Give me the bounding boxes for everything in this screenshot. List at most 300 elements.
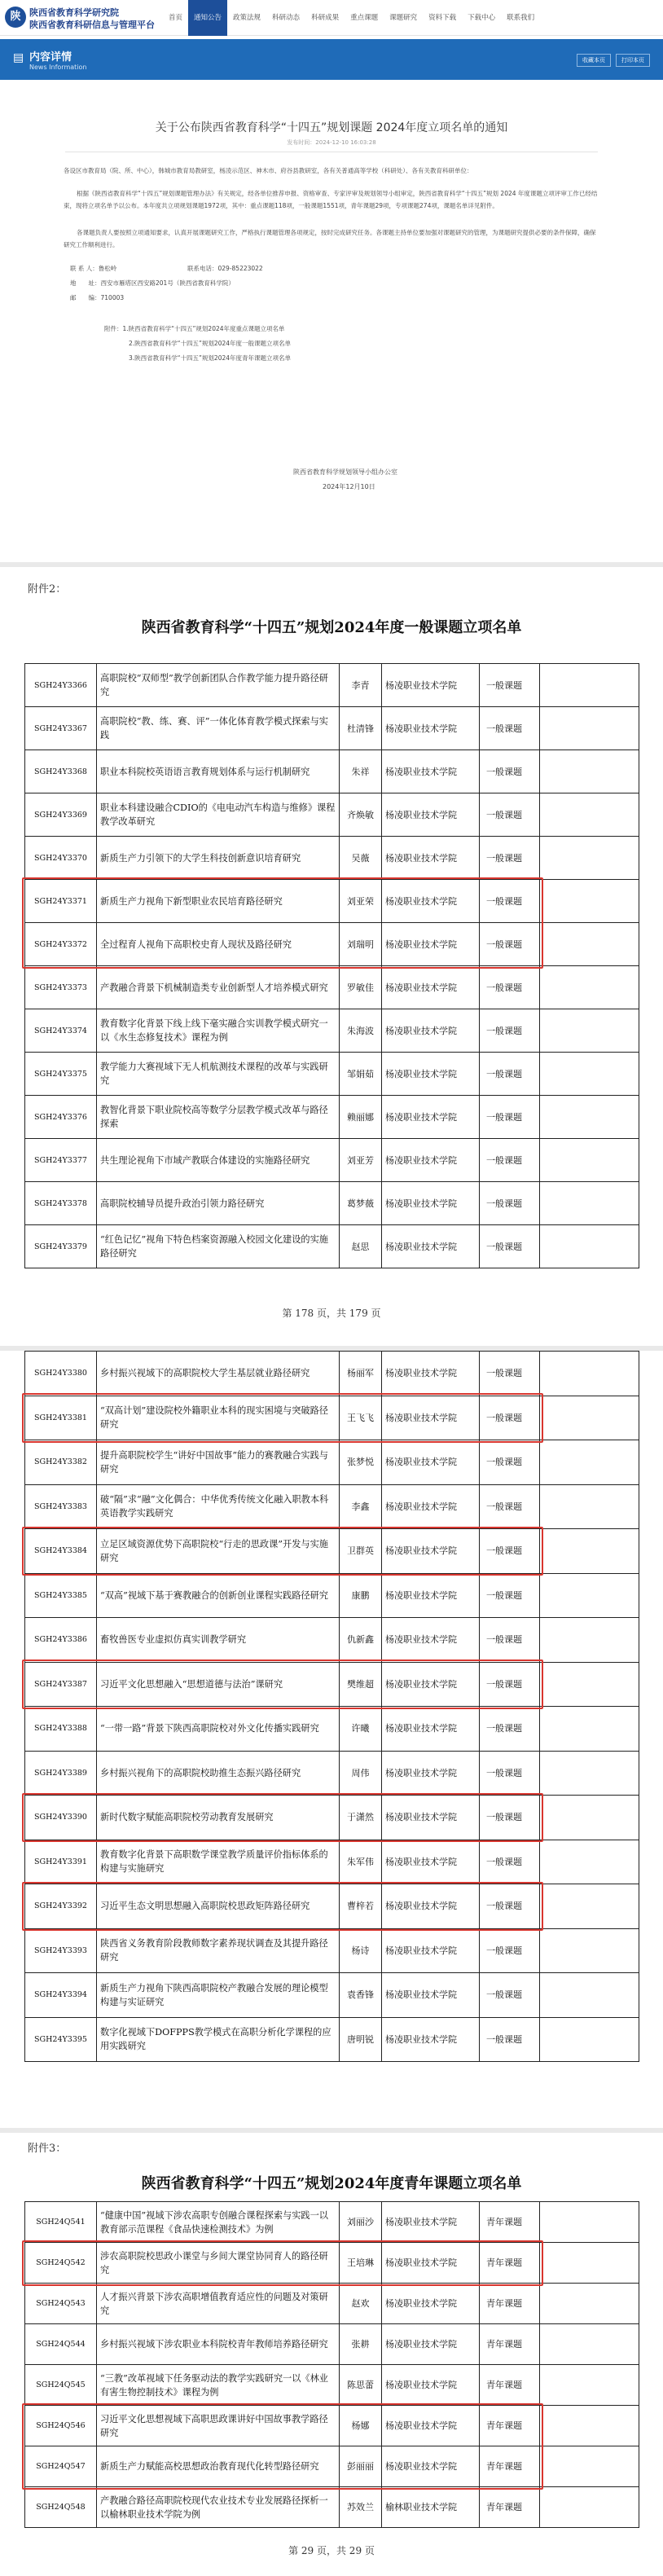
project-code: SGH24Y3372	[25, 923, 97, 966]
project-code: SGH24Y3380	[25, 1352, 97, 1396]
project-leader: 刘丽沙	[340, 2202, 382, 2243]
empty-cell	[540, 1840, 639, 1884]
project-leader: 朱军伟	[340, 1840, 382, 1884]
project-unit: 杨凌职业技术学院	[382, 2243, 480, 2284]
contact-zip: 邮 编：710003	[70, 294, 125, 301]
project-unit: 杨凌职业技术学院	[382, 2446, 480, 2487]
project-title: 新质生产力视角下陕西高职院校产教融合发展的理论模型构建与实证研究	[97, 1973, 340, 2018]
table-row	[25, 2365, 639, 2406]
project-code: SGH24Y3384	[25, 1529, 97, 1574]
project-leader: 朱祥	[340, 750, 382, 793]
project-code: SGH24Y3378	[25, 1182, 97, 1225]
table-row	[25, 2017, 639, 2062]
appendix-label: 附件3：	[28, 2143, 67, 2155]
contact-phone: 联系电话：029-85223022	[187, 265, 263, 272]
page-number: 第 29 页，共 29 页	[288, 2545, 375, 2556]
project-title: 高职院校辅导员提升政治引领力路径研究	[97, 1182, 340, 1225]
table-row	[25, 1751, 639, 1796]
project-code: SGH24Y3387	[25, 1662, 97, 1707]
project-code: SGH24Y3379	[25, 1225, 97, 1268]
table-row	[25, 750, 639, 793]
highlight-box	[22, 2403, 543, 2490]
table-row	[25, 1618, 639, 1663]
project-unit: 杨凌职业技术学院	[382, 707, 480, 750]
project-leader: 李青	[340, 664, 382, 707]
highlight-box	[22, 1659, 543, 1709]
project-category: 一般课题	[480, 923, 540, 966]
project-unit: 杨凌职业技术学院	[382, 1884, 480, 1929]
project-category: 青年课题	[480, 2406, 540, 2446]
project-unit: 杨凌职业技术学院	[382, 2324, 480, 2365]
project-code: SGH24Q546	[25, 2406, 97, 2446]
project-code: SGH24Y3370	[25, 837, 97, 880]
project-unit: 杨凌职业技术学院	[382, 1096, 480, 1139]
project-code: SGH24Q547	[25, 2446, 97, 2487]
project-leader: 王培琳	[340, 2243, 382, 2284]
empty-cell	[540, 2324, 639, 2365]
project-category: 一般课题	[480, 1529, 540, 1574]
project-code: SGH24Y3388	[25, 1707, 97, 1752]
project-unit: 杨凌职业技术学院	[382, 1225, 480, 1268]
nav-item[interactable]: 政策法规	[233, 14, 261, 22]
project-unit: 杨凌职业技术学院	[382, 1009, 480, 1053]
project-title: “红色记忆”视角下特色档案资源融入校园文化建设的实施路径研究	[97, 1225, 340, 1268]
project-leader: 曹梓若	[340, 1884, 382, 1929]
project-unit: 杨凌职业技术学院	[382, 1182, 480, 1225]
attachment-link-3[interactable]: 3.陕西省教育科学“十四五”规划2024年度青年课题立项名单	[129, 354, 292, 362]
article	[0, 80, 663, 562]
project-title: 立足区域资源优势下高职院校“行走的思政课”开发与实施研究	[97, 1529, 340, 1574]
project-title: 畜牧兽医专业虚拟仿真实训教学研究	[97, 1618, 340, 1663]
project-unit: 杨凌职业技术学院	[382, 750, 480, 793]
project-title: 习近平文化思想融入“思想道德与法治”课研究	[97, 1662, 340, 1707]
project-unit: 杨凌职业技术学院	[382, 1396, 480, 1440]
empty-cell	[540, 664, 639, 707]
project-code: SGH24Y3373	[25, 966, 97, 1009]
project-title: 习近平生态文明思想融入高职院校思政矩阵路径研究	[97, 1884, 340, 1929]
project-leader: 朱海波	[340, 1009, 382, 1053]
appendix-title: 陕西省教育科学“十四五”规划2024年度一般课题立项名单	[141, 619, 522, 636]
project-title: 产教融合路径高职院校现代农业技术专业发展路径探析一以榆林职业技术学院为例	[97, 2487, 340, 2528]
project-leader: 唐明锐	[340, 2017, 382, 2062]
project-title: 破“隔”求“融”文化偶合：中华优秀传统文化融入职教本科英语教学实践研究	[97, 1484, 340, 1529]
attachment-link-2[interactable]: 2.陕西省教育科学“十四五”规划2024年度一般课题立项名单	[129, 340, 292, 347]
project-title: 全过程育人视角下高职校史育人现状及路径研究	[97, 923, 340, 966]
project-unit: 杨凌职业技术学院	[382, 2284, 480, 2324]
project-category: 一般课题	[480, 966, 540, 1009]
project-leader: 赵思	[340, 1225, 382, 1268]
empty-cell	[540, 1529, 639, 1574]
project-unit: 杨凌职业技术学院	[382, 2202, 480, 2243]
article-paragraph: 各设区市教育局（院、所、中心），韩城市教育局教研室，杨凌示范区、神木市、府谷县教研室，各有关普通高等学校（科研处）、各有关教育科研单位：	[64, 167, 473, 174]
appendix-title: 陕西省教育科学“十四五”规划2024年度青年课题立项名单	[141, 2175, 522, 2192]
project-unit: 杨凌职业技术学院	[382, 923, 480, 966]
project-title: 新质生产力赋能高校思想政治教育现代化转型路径研究	[97, 2446, 340, 2487]
project-leader: 邹娟茹	[340, 1053, 382, 1096]
project-leader: 赖丽娜	[340, 1096, 382, 1139]
project-code: SGH24Q544	[25, 2324, 97, 2365]
project-category: 青年课题	[480, 2446, 540, 2487]
empty-cell	[540, 2202, 639, 2243]
project-code: SGH24Q542	[25, 2243, 97, 2284]
project-unit: 杨凌职业技术学院	[382, 1840, 480, 1884]
table-row	[25, 1707, 639, 1752]
appendix-2-page-continued	[11, 1351, 652, 2165]
empty-cell	[540, 2406, 639, 2446]
bookmark-button[interactable]: 收藏本页	[577, 54, 611, 67]
project-category: 一般课题	[480, 1352, 540, 1396]
project-leader: 刘亚荣	[340, 880, 382, 923]
nav-item[interactable]: 联系我们	[507, 14, 535, 22]
project-leader: 于潇然	[340, 1796, 382, 1840]
project-code: SGH24Y3395	[25, 2017, 97, 2062]
project-leader: 樊维超	[340, 1662, 382, 1707]
project-code: SGH24Y3389	[25, 1751, 97, 1796]
table-row	[25, 1440, 639, 1485]
empty-cell	[540, 837, 639, 880]
empty-cell	[540, 2487, 639, 2528]
project-leader: 张耕	[340, 2324, 382, 2365]
project-leader: 罗敏佳	[340, 966, 382, 1009]
table-row	[25, 1352, 639, 1396]
project-code: SGH24Y3391	[25, 1840, 97, 1884]
empty-cell	[540, 1139, 639, 1182]
project-category: 一般课题	[480, 1662, 540, 1707]
empty-cell	[540, 1396, 639, 1440]
project-code: SGH24Y3377	[25, 1139, 97, 1182]
project-code: SGH24Q543	[25, 2284, 97, 2324]
project-unit: 杨凌职业技术学院	[382, 793, 480, 837]
project-category: 青年课题	[480, 2284, 540, 2324]
project-unit: 杨凌职业技术学院	[382, 2406, 480, 2446]
project-code: SGH24Y3366	[25, 664, 97, 707]
document-icon: ▤	[13, 51, 24, 64]
project-code: SGH24Y3375	[25, 1053, 97, 1096]
project-unit: 杨凌职业技术学院	[382, 1529, 480, 1574]
project-code: SGH24Y3381	[25, 1396, 97, 1440]
project-category: 一般课题	[480, 1573, 540, 1618]
project-category: 一般课题	[480, 1928, 540, 1973]
project-title: 教育数字化背景下高职数学课堂教学质量评价指标体系的构建与实施研究	[97, 1840, 340, 1884]
table-row	[25, 1009, 639, 1053]
banner-subtitle: News Information	[29, 64, 87, 71]
project-category: 一般课题	[480, 1009, 540, 1053]
empty-cell	[540, 1884, 639, 1929]
project-leader: 张梦悦	[340, 1440, 382, 1485]
project-unit: 杨凌职业技术学院	[382, 1707, 480, 1752]
project-unit: 杨凌职业技术学院	[382, 1352, 480, 1396]
project-title: “双高计划”建设院校外籍职业本科的现实困境与突破路径研究	[97, 1396, 340, 1440]
project-category: 青年课题	[480, 2202, 540, 2243]
project-unit: 杨凌职业技术学院	[382, 1796, 480, 1840]
empty-cell	[540, 1009, 639, 1053]
project-unit: 杨凌职业技术学院	[382, 1618, 480, 1663]
project-title: 教学能力大赛视域下无人机航测技术课程的改革与实践研究	[97, 1053, 340, 1096]
project-unit: 杨凌职业技术学院	[382, 880, 480, 923]
project-unit: 杨凌职业技术学院	[382, 1573, 480, 1618]
table-row	[25, 1973, 639, 2018]
project-title: “三教”改革视域下任务驱动法的教学实践研究一以《林业有害生物控制技术》课程为例	[97, 2365, 340, 2406]
project-unit: 杨凌职业技术学院	[382, 664, 480, 707]
project-code: SGH24Y3369	[25, 793, 97, 837]
table-row	[25, 2284, 639, 2324]
project-unit: 杨凌职业技术学院	[382, 1662, 480, 1707]
attachment-link-1[interactable]: 附件：1.陕西省教育科学“十四五”规划2024年度重点课题立项名单	[104, 325, 285, 332]
project-leader: 吴薇	[340, 837, 382, 880]
table-row	[25, 793, 639, 837]
site-header	[0, 0, 663, 36]
project-title: 教智化背景下职业院校高等数学分层教学模式改革与路径探索	[97, 1096, 340, 1139]
empty-cell	[540, 1440, 639, 1485]
project-category: 一般课题	[480, 793, 540, 837]
contact-address: 地 址：西安市雁塔区西安路201号（陕西省教育科学院）	[70, 279, 235, 287]
project-leader: 李鑫	[340, 1484, 382, 1529]
project-unit: 杨凌职业技术学院	[382, 2365, 480, 2406]
project-code: SGH24Q541	[25, 2202, 97, 2243]
empty-cell	[540, 1573, 639, 1618]
project-title: “双高”视域下基于赛教融合的创新创业课程实践路径研究	[97, 1573, 340, 1618]
project-unit: 杨凌职业技术学院	[382, 1053, 480, 1096]
project-leader: 康鹏	[340, 1573, 382, 1618]
project-category: 一般课题	[480, 1053, 540, 1096]
project-category: 一般课题	[480, 1840, 540, 1884]
site-name-line1[interactable]: 陕西省教育科学研究院	[29, 7, 119, 18]
project-code: SGH24Y3368	[25, 750, 97, 793]
table-row	[25, 1928, 639, 1973]
article-paragraph: 各课题负责人要按照立项通知要求，认真开展课题研究工作，严格执行课题管理各项规定，按时完成研究任务。各课题主持单位要加强对课题研究的管理，为课题研究提供必要的条件保障，确保研究工作顺利进行。	[64, 229, 596, 248]
project-title: 提升高职院校学生“讲好中国故事”能力的赛教融合实践与研究	[97, 1440, 340, 1485]
empty-cell	[540, 2446, 639, 2487]
article-meta: 发布时间：2024-12-10 16:03:28	[287, 139, 376, 146]
project-leader: 杨诗	[340, 1928, 382, 1973]
project-category: 一般课题	[480, 750, 540, 793]
project-unit: 杨凌职业技术学院	[382, 1139, 480, 1182]
empty-cell	[540, 1928, 639, 1973]
project-leader: 仇新鑫	[340, 1618, 382, 1663]
nav-item[interactable]: 科研动态	[272, 14, 301, 22]
project-title: 新时代数字赋能高职院校劳动教育发展研究	[97, 1796, 340, 1840]
project-code: SGH24Y3383	[25, 1484, 97, 1529]
project-code: SGH24Y3374	[25, 1009, 97, 1053]
project-category: 一般课题	[480, 1139, 540, 1182]
project-category: 一般课题	[480, 1884, 540, 1929]
empty-cell	[540, 880, 639, 923]
highlight-box	[22, 1393, 543, 1443]
project-code: SGH24Y3367	[25, 707, 97, 750]
project-unit: 杨凌职业技术学院	[382, 1751, 480, 1796]
project-unit: 杨凌职业技术学院	[382, 1484, 480, 1529]
empty-cell	[540, 2243, 639, 2284]
project-title: 职业本科建设融合CDIO的《电电动汽车构造与维修》课程教学改革研究	[97, 793, 340, 837]
project-leader: 陈思蕾	[340, 2365, 382, 2406]
project-category: 一般课题	[480, 1618, 540, 1663]
project-unit: 杨凌职业技术学院	[382, 966, 480, 1009]
project-category: 一般课题	[480, 880, 540, 923]
banner-title: 内容详情	[29, 51, 72, 64]
empty-cell	[540, 1796, 639, 1840]
nav-item[interactable]: 课题研究	[389, 14, 418, 22]
project-title: 人才振兴背景下涉农高职增值教育适应性的问题及对策研究	[97, 2284, 340, 2324]
table-row	[25, 1139, 639, 1182]
empty-cell	[540, 1662, 639, 1707]
project-title: 陕西省义务教育阶段教师数字素养现状调查及其提升路径研究	[97, 1928, 340, 1973]
empty-cell	[540, 1225, 639, 1268]
empty-cell	[540, 2365, 639, 2406]
project-leader: 彭丽丽	[340, 2446, 382, 2487]
project-title: 共生理论视角下市域产教联合体建设的实施路径研究	[97, 1139, 340, 1182]
project-category: 一般课题	[480, 1225, 540, 1268]
empty-cell	[540, 793, 639, 837]
empty-cell	[540, 750, 639, 793]
table-row	[25, 1484, 639, 1529]
appendix-2-page	[11, 567, 652, 1346]
empty-cell	[540, 1618, 639, 1663]
project-category: 一般课题	[480, 1973, 540, 2018]
banner-tools	[577, 54, 650, 67]
project-title: “健康中国”视域下涉农高职专创融合课程探索与实践一以教育部示范课程《食品快速检测技术》为例	[97, 2202, 340, 2243]
project-category: 一般课题	[480, 1751, 540, 1796]
table-row	[25, 1840, 639, 1884]
highlight-box	[22, 2240, 543, 2286]
project-code: SGH24Y3376	[25, 1096, 97, 1139]
nav-item[interactable]: 科研成果	[311, 14, 340, 22]
project-leader: 刘亚芳	[340, 1139, 382, 1182]
project-leader: 周伟	[340, 1751, 382, 1796]
project-leader: 许曦	[340, 1707, 382, 1752]
project-code: SGH24Y3386	[25, 1618, 97, 1663]
project-code: SGH24Y3390	[25, 1796, 97, 1840]
table-row	[25, 664, 639, 707]
project-leader: 苏效兰	[340, 2487, 382, 2528]
table-row	[25, 1182, 639, 1225]
empty-cell	[540, 1973, 639, 2018]
sign-organization: 陕西省教育科学规划领导小组办公室	[293, 468, 397, 476]
table-row	[25, 1225, 639, 1268]
project-category: 一般课题	[480, 1707, 540, 1752]
project-unit: 杨凌职业技术学院	[382, 1440, 480, 1485]
project-title: 乡村振兴视域下涉农职业本科院校青年教师培养路径研究	[97, 2324, 340, 2365]
project-title: 涉农高职院校思政小课堂与乡间大课堂协同育人的路径研究	[97, 2243, 340, 2284]
table-row	[25, 966, 639, 1009]
table-row	[25, 707, 639, 750]
project-unit: 杨凌职业技术学院	[382, 837, 480, 880]
empty-cell	[540, 1182, 639, 1225]
site-name-line2[interactable]: 陕西省教育科研信息与管理平台	[29, 20, 155, 30]
project-title: 产教融合背景下机械制造类专业创新型人才培养模式研究	[97, 966, 340, 1009]
project-title: 乡村振兴视域下的高职院校大学生基层就业路径研究	[97, 1352, 340, 1396]
project-category: 青年课题	[480, 2243, 540, 2284]
project-title: 教育数字化背景下线上线下毫实融合实训教学模式研究一以《水生态修复技术》课程为例	[97, 1009, 340, 1053]
project-category: 青年课题	[480, 2365, 540, 2406]
highlight-box	[22, 1793, 543, 1843]
project-category: 青年课题	[480, 2487, 540, 2528]
nav-item[interactable]: 下载中心	[468, 14, 496, 22]
project-leader: 杨丽军	[340, 1352, 382, 1396]
appendix-3-page	[11, 2133, 652, 2576]
project-title: 乡村振兴视角下的高职院校助推生态振兴路径研究	[97, 1751, 340, 1796]
project-category: 一般课题	[480, 837, 540, 880]
project-leader: 齐焕敏	[340, 793, 382, 837]
project-category: 青年课题	[480, 2324, 540, 2365]
project-category: 一般课题	[480, 707, 540, 750]
project-category: 一般课题	[480, 2017, 540, 2062]
project-code: SGH24Y3382	[25, 1440, 97, 1485]
highlight-box	[22, 1527, 543, 1576]
project-code: SGH24Q548	[25, 2487, 97, 2528]
project-unit: 杨凌职业技术学院	[382, 1928, 480, 1973]
content-banner	[0, 39, 663, 80]
article-title: 关于公布陕西省教育科学“十四五”规划课题 2024年度立项名单的通知	[155, 121, 508, 134]
empty-cell	[540, 2284, 639, 2324]
project-unit: 榆林职业技术学院	[382, 2487, 480, 2528]
project-category: 一般课题	[480, 1182, 540, 1225]
project-title: 新质生产力引领下的大学生科技创新意识培育研究	[97, 837, 340, 880]
project-title: “一带一路”背景下陕西高职院校对外文化传播实践研究	[97, 1707, 340, 1752]
empty-cell	[540, 1053, 639, 1096]
sign-date: 2024年12月10日	[323, 483, 375, 490]
empty-cell	[540, 2017, 639, 2062]
empty-cell	[540, 1484, 639, 1529]
project-code: SGH24Y3392	[25, 1884, 97, 1929]
appendix-label: 附件2：	[28, 583, 67, 596]
highlight-box	[22, 877, 543, 969]
empty-cell	[540, 1096, 639, 1139]
project-unit: 杨凌职业技术学院	[382, 2017, 480, 2062]
nav-item[interactable]: 资料下载	[428, 14, 457, 22]
print-button[interactable]: 打印本页	[616, 54, 650, 67]
project-title: 新质生产力视角下新型职业农民培育路径研究	[97, 880, 340, 923]
project-leader: 葛梦薇	[340, 1182, 382, 1225]
table-row	[25, 1096, 639, 1139]
highlight-box	[22, 1882, 543, 1932]
project-code: SGH24Y3394	[25, 1973, 97, 2018]
project-category: 一般课题	[480, 1440, 540, 1485]
empty-cell	[540, 1707, 639, 1752]
project-code: SGH24Y3371	[25, 880, 97, 923]
project-category: 一般课题	[480, 664, 540, 707]
project-title: 高职院校“教、练、赛、评”一体化体育教学模式探索与实践	[97, 707, 340, 750]
nav-item[interactable]: 重点课题	[350, 14, 379, 22]
site-logo-icon[interactable]: 陕	[5, 7, 26, 28]
project-title: 数字化视域下DOFPPS教学模式在高职分析化学课程的应用实践研究	[97, 2017, 340, 2062]
contact-name: 联 系 人：鲁松岭	[70, 265, 117, 272]
project-leader: 王飞飞	[340, 1396, 382, 1440]
project-title: 职业本科院校英语语言教育规划体系与运行机制研究	[97, 750, 340, 793]
empty-cell	[540, 1751, 639, 1796]
table-row	[25, 1053, 639, 1096]
main-nav	[163, 0, 540, 36]
project-category: 一般课题	[480, 1796, 540, 1840]
project-leader: 杜清锋	[340, 707, 382, 750]
project-unit: 杨凌职业技术学院	[382, 1973, 480, 2018]
project-category: 一般课题	[480, 1096, 540, 1139]
empty-cell	[540, 966, 639, 1009]
table-row	[25, 1573, 639, 1618]
project-leader: 杨娜	[340, 2406, 382, 2446]
project-title: 习近平文化思想视域下高职思政课讲好中国故事教学路径研究	[97, 2406, 340, 2446]
project-leader: 赵欢	[340, 2284, 382, 2324]
project-leader: 刘瑞明	[340, 923, 382, 966]
table-row	[25, 2202, 639, 2243]
empty-cell	[540, 923, 639, 966]
table-row	[25, 2487, 639, 2528]
nav-item[interactable]: 首页	[169, 14, 183, 22]
nav-item[interactable]: 通知公告	[188, 0, 227, 36]
table-row	[25, 837, 639, 880]
project-category: 一般课题	[480, 1396, 540, 1440]
article-paragraph: 根据《陕西省教育科学“十四五”规划课题管理办法》有关规定，经各单位推荐申报、资格审查、专家评审及规划领导小组审定，陕西省教育科学“十四五”规划 2024 年度课题立项评审工作已经结束，现将立项名单予以公布。本年度共立项规划课题1972项，其中：重点课题118项，一般课题1551项，青年课题29项，专项课题274项，课题名单详见附件。	[64, 190, 598, 209]
project-code: SGH24Y3385	[25, 1573, 97, 1618]
